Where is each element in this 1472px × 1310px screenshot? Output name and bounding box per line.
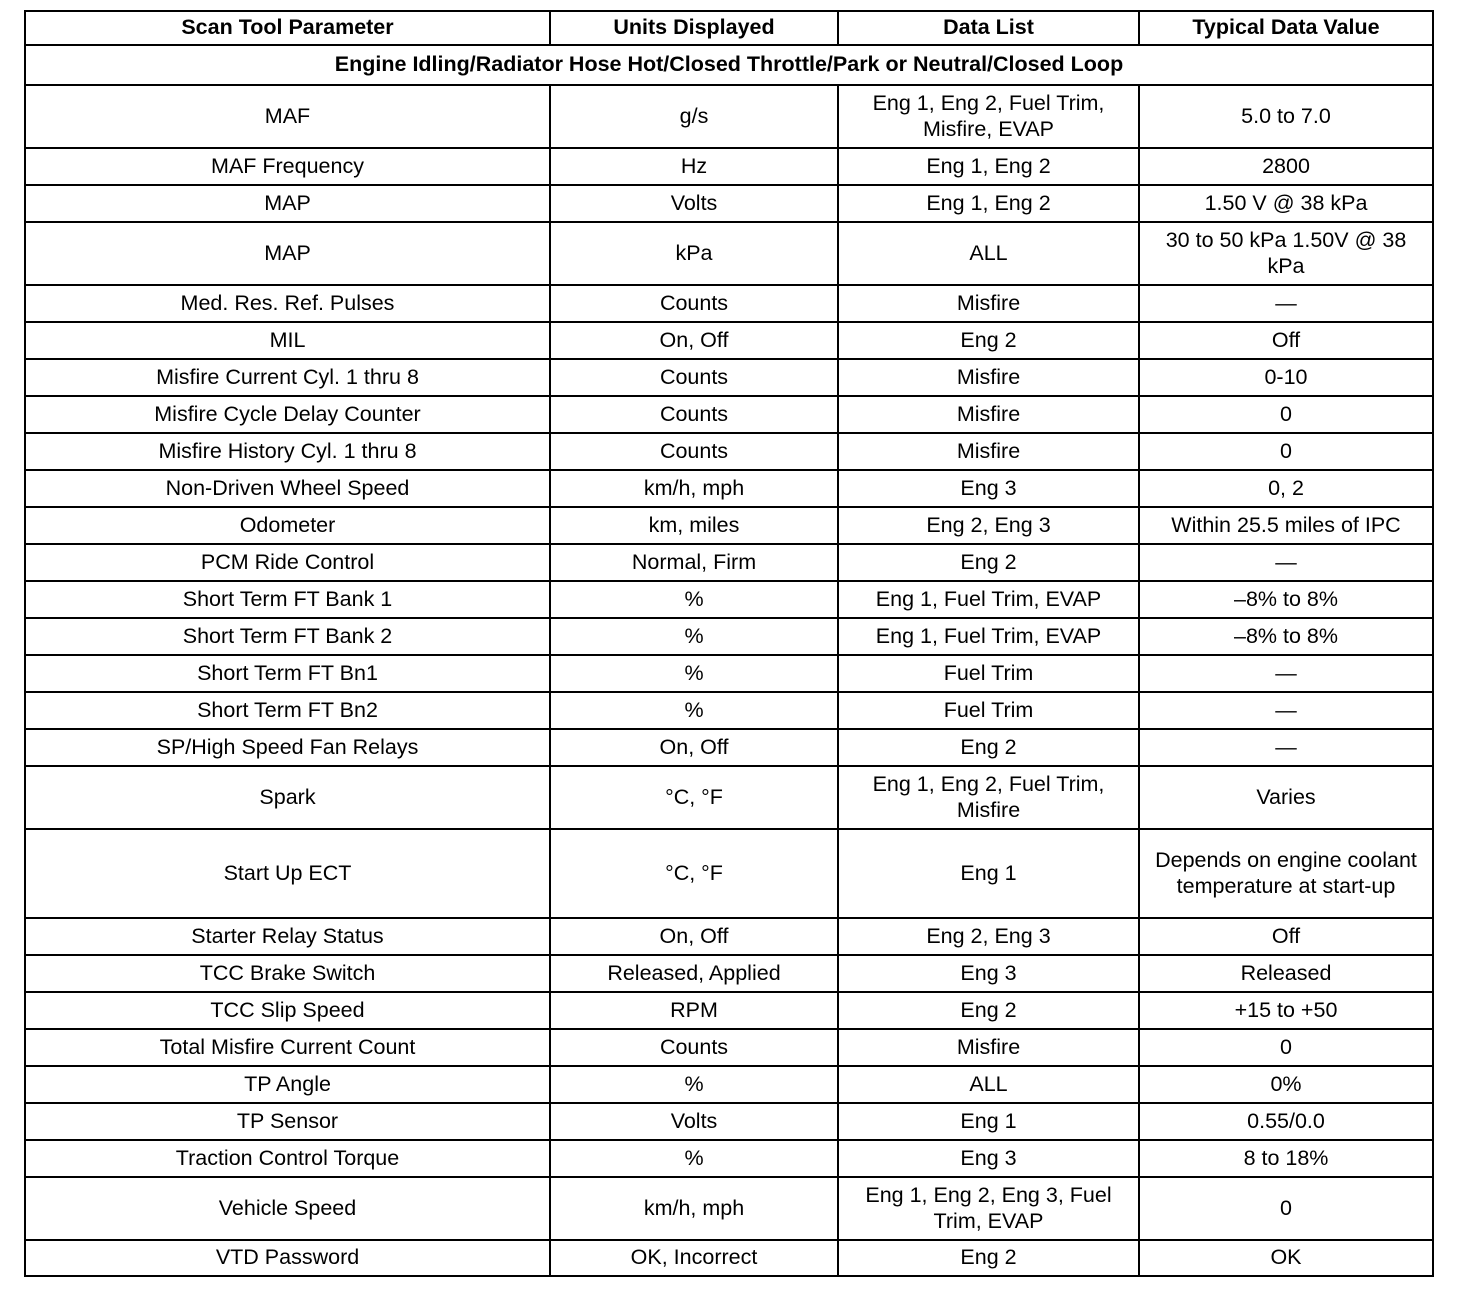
cell-data-list: Eng 1, Eng 2, Fuel Trim, Misfire xyxy=(838,766,1139,829)
table-row xyxy=(25,992,1433,1029)
cell-data-list: Misfire xyxy=(838,359,1139,396)
cell-units: kPa xyxy=(550,222,838,285)
table-row xyxy=(25,829,1433,918)
table-row xyxy=(25,1066,1433,1103)
cell-units: Normal, Firm xyxy=(550,544,838,581)
cell-typical-value: –8% to 8% xyxy=(1139,581,1433,618)
cell-data-list: Eng 1, Eng 2, Fuel Trim, Misfire, EVAP xyxy=(838,85,1139,148)
cell-parameter: SP/High Speed Fan Relays xyxy=(25,729,550,766)
cell-parameter: Non-Driven Wheel Speed xyxy=(25,470,550,507)
cell-parameter: PCM Ride Control xyxy=(25,544,550,581)
table-row xyxy=(25,1240,1433,1276)
column-header-data-list: Data List xyxy=(838,11,1139,45)
cell-typical-value: Within 25.5 miles of IPC xyxy=(1139,507,1433,544)
cell-data-list: Eng 1 xyxy=(838,829,1139,918)
cell-units: °C, °F xyxy=(550,766,838,829)
cell-data-list: Eng 2 xyxy=(838,322,1139,359)
cell-typical-value: — xyxy=(1139,655,1433,692)
cell-parameter: Short Term FT Bn2 xyxy=(25,692,550,729)
cell-parameter: MAF xyxy=(25,85,550,148)
cell-units: % xyxy=(550,655,838,692)
cell-typical-value: Depends on engine coolant temperature at start-up xyxy=(1139,829,1433,918)
section-title: Engine Idling/Radiator Hose Hot/Closed Throttle/Park or Neutral/Closed Loop xyxy=(25,45,1433,85)
cell-parameter: MAP xyxy=(25,222,550,285)
cell-units: % xyxy=(550,618,838,655)
table-row xyxy=(25,618,1433,655)
cell-units: g/s xyxy=(550,85,838,148)
cell-parameter: Starter Relay Status xyxy=(25,918,550,955)
table-row xyxy=(25,1103,1433,1140)
cell-typical-value: Released xyxy=(1139,955,1433,992)
cell-data-list: Eng 2 xyxy=(838,1240,1139,1276)
cell-parameter: TCC Slip Speed xyxy=(25,992,550,1029)
table-row xyxy=(25,1177,1433,1240)
cell-units: °C, °F xyxy=(550,829,838,918)
table-row xyxy=(25,470,1433,507)
table-row xyxy=(25,222,1433,285)
cell-parameter: Short Term FT Bank 1 xyxy=(25,581,550,618)
cell-units: OK, Incorrect xyxy=(550,1240,838,1276)
cell-typical-value: 0 xyxy=(1139,1029,1433,1066)
cell-parameter: MAF Frequency xyxy=(25,148,550,185)
cell-parameter: TP Sensor xyxy=(25,1103,550,1140)
cell-data-list: Misfire xyxy=(838,433,1139,470)
cell-parameter: Spark xyxy=(25,766,550,829)
cell-units: On, Off xyxy=(550,918,838,955)
cell-typical-value: 0, 2 xyxy=(1139,470,1433,507)
cell-parameter: Short Term FT Bank 2 xyxy=(25,618,550,655)
cell-typical-value: OK xyxy=(1139,1240,1433,1276)
table-row xyxy=(25,655,1433,692)
cell-data-list: Fuel Trim xyxy=(838,655,1139,692)
section-row xyxy=(25,45,1433,85)
cell-units: Volts xyxy=(550,185,838,222)
table-row xyxy=(25,433,1433,470)
cell-data-list: Eng 1, Eng 2, Eng 3, Fuel Trim, EVAP xyxy=(838,1177,1139,1240)
cell-typical-value: — xyxy=(1139,544,1433,581)
table-row xyxy=(25,729,1433,766)
column-header-typical-value: Typical Data Value xyxy=(1139,11,1433,45)
table-row xyxy=(25,396,1433,433)
cell-units: RPM xyxy=(550,992,838,1029)
cell-parameter: Total Misfire Current Count xyxy=(25,1029,550,1066)
cell-typical-value: — xyxy=(1139,692,1433,729)
table-body xyxy=(25,45,1433,1276)
cell-data-list: Fuel Trim xyxy=(838,692,1139,729)
cell-typical-value: 2800 xyxy=(1139,148,1433,185)
cell-typical-value: –8% to 8% xyxy=(1139,618,1433,655)
cell-parameter: TP Angle xyxy=(25,1066,550,1103)
cell-parameter: Misfire History Cyl. 1 thru 8 xyxy=(25,433,550,470)
cell-typical-value: +15 to +50 xyxy=(1139,992,1433,1029)
table-row xyxy=(25,148,1433,185)
table-row xyxy=(25,1140,1433,1177)
cell-typical-value: Off xyxy=(1139,322,1433,359)
cell-typical-value: 0 xyxy=(1139,1177,1433,1240)
cell-units: Counts xyxy=(550,359,838,396)
cell-data-list: Eng 2, Eng 3 xyxy=(838,918,1139,955)
table-row xyxy=(25,581,1433,618)
cell-typical-value: 0 xyxy=(1139,396,1433,433)
cell-units: % xyxy=(550,1066,838,1103)
cell-data-list: Misfire xyxy=(838,285,1139,322)
cell-parameter: Misfire Current Cyl. 1 thru 8 xyxy=(25,359,550,396)
cell-units: Hz xyxy=(550,148,838,185)
table-row xyxy=(25,185,1433,222)
cell-units: Released, Applied xyxy=(550,955,838,992)
table-row xyxy=(25,85,1433,148)
cell-units: Counts xyxy=(550,433,838,470)
cell-data-list: ALL xyxy=(838,1066,1139,1103)
cell-data-list: Eng 3 xyxy=(838,955,1139,992)
cell-parameter: MAP xyxy=(25,185,550,222)
table-row xyxy=(25,359,1433,396)
cell-parameter: Start Up ECT xyxy=(25,829,550,918)
table-row xyxy=(25,766,1433,829)
cell-parameter: MIL xyxy=(25,322,550,359)
cell-typical-value: 30 to 50 kPa 1.50V @ 38 kPa xyxy=(1139,222,1433,285)
cell-data-list: Eng 2 xyxy=(838,729,1139,766)
cell-typical-value: — xyxy=(1139,285,1433,322)
table-row xyxy=(25,285,1433,322)
cell-data-list: Eng 1, Fuel Trim, EVAP xyxy=(838,618,1139,655)
cell-data-list: Misfire xyxy=(838,396,1139,433)
cell-units: On, Off xyxy=(550,729,838,766)
cell-parameter: VTD Password xyxy=(25,1240,550,1276)
cell-parameter: Med. Res. Ref. Pulses xyxy=(25,285,550,322)
cell-typical-value: 0 xyxy=(1139,433,1433,470)
cell-units: km, miles xyxy=(550,507,838,544)
cell-units: % xyxy=(550,581,838,618)
table-row xyxy=(25,544,1433,581)
cell-typical-value: Varies xyxy=(1139,766,1433,829)
cell-data-list: Eng 1 xyxy=(838,1103,1139,1140)
column-header-parameter: Scan Tool Parameter xyxy=(25,11,550,45)
table-row xyxy=(25,322,1433,359)
cell-data-list: Eng 3 xyxy=(838,470,1139,507)
cell-parameter: Misfire Cycle Delay Counter xyxy=(25,396,550,433)
cell-units: On, Off xyxy=(550,322,838,359)
cell-data-list: Eng 3 xyxy=(838,1140,1139,1177)
cell-typical-value: 5.0 to 7.0 xyxy=(1139,85,1433,148)
cell-units: km/h, mph xyxy=(550,470,838,507)
cell-typical-value: Off xyxy=(1139,918,1433,955)
cell-units: % xyxy=(550,1140,838,1177)
cell-data-list: ALL xyxy=(838,222,1139,285)
cell-typical-value: 8 to 18% xyxy=(1139,1140,1433,1177)
cell-parameter: Traction Control Torque xyxy=(25,1140,550,1177)
table-row xyxy=(25,692,1433,729)
cell-parameter: Odometer xyxy=(25,507,550,544)
cell-parameter: Short Term FT Bn1 xyxy=(25,655,550,692)
cell-units: km/h, mph xyxy=(550,1177,838,1240)
cell-typical-value: 0% xyxy=(1139,1066,1433,1103)
cell-data-list: Eng 2, Eng 3 xyxy=(838,507,1139,544)
cell-typical-value: — xyxy=(1139,729,1433,766)
column-header-units: Units Displayed xyxy=(550,11,838,45)
table-row xyxy=(25,1029,1433,1066)
cell-units: Counts xyxy=(550,285,838,322)
cell-units: % xyxy=(550,692,838,729)
table-row xyxy=(25,955,1433,992)
cell-data-list: Eng 1, Fuel Trim, EVAP xyxy=(838,581,1139,618)
table-row xyxy=(25,507,1433,544)
cell-data-list: Eng 1, Eng 2 xyxy=(838,148,1139,185)
cell-data-list: Misfire xyxy=(838,1029,1139,1066)
cell-units: Counts xyxy=(550,396,838,433)
cell-units: Volts xyxy=(550,1103,838,1140)
cell-data-list: Eng 1, Eng 2 xyxy=(838,185,1139,222)
cell-parameter: TCC Brake Switch xyxy=(25,955,550,992)
cell-units: Counts xyxy=(550,1029,838,1066)
header-row xyxy=(25,11,1433,45)
cell-typical-value: 1.50 V @ 38 kPa xyxy=(1139,185,1433,222)
table-row xyxy=(25,918,1433,955)
scan-tool-data-table xyxy=(24,10,1434,1277)
cell-data-list: Eng 2 xyxy=(838,544,1139,581)
cell-data-list: Eng 2 xyxy=(838,992,1139,1029)
cell-parameter: Vehicle Speed xyxy=(25,1177,550,1240)
cell-typical-value: 0.55/0.0 xyxy=(1139,1103,1433,1140)
cell-typical-value: 0-10 xyxy=(1139,359,1433,396)
